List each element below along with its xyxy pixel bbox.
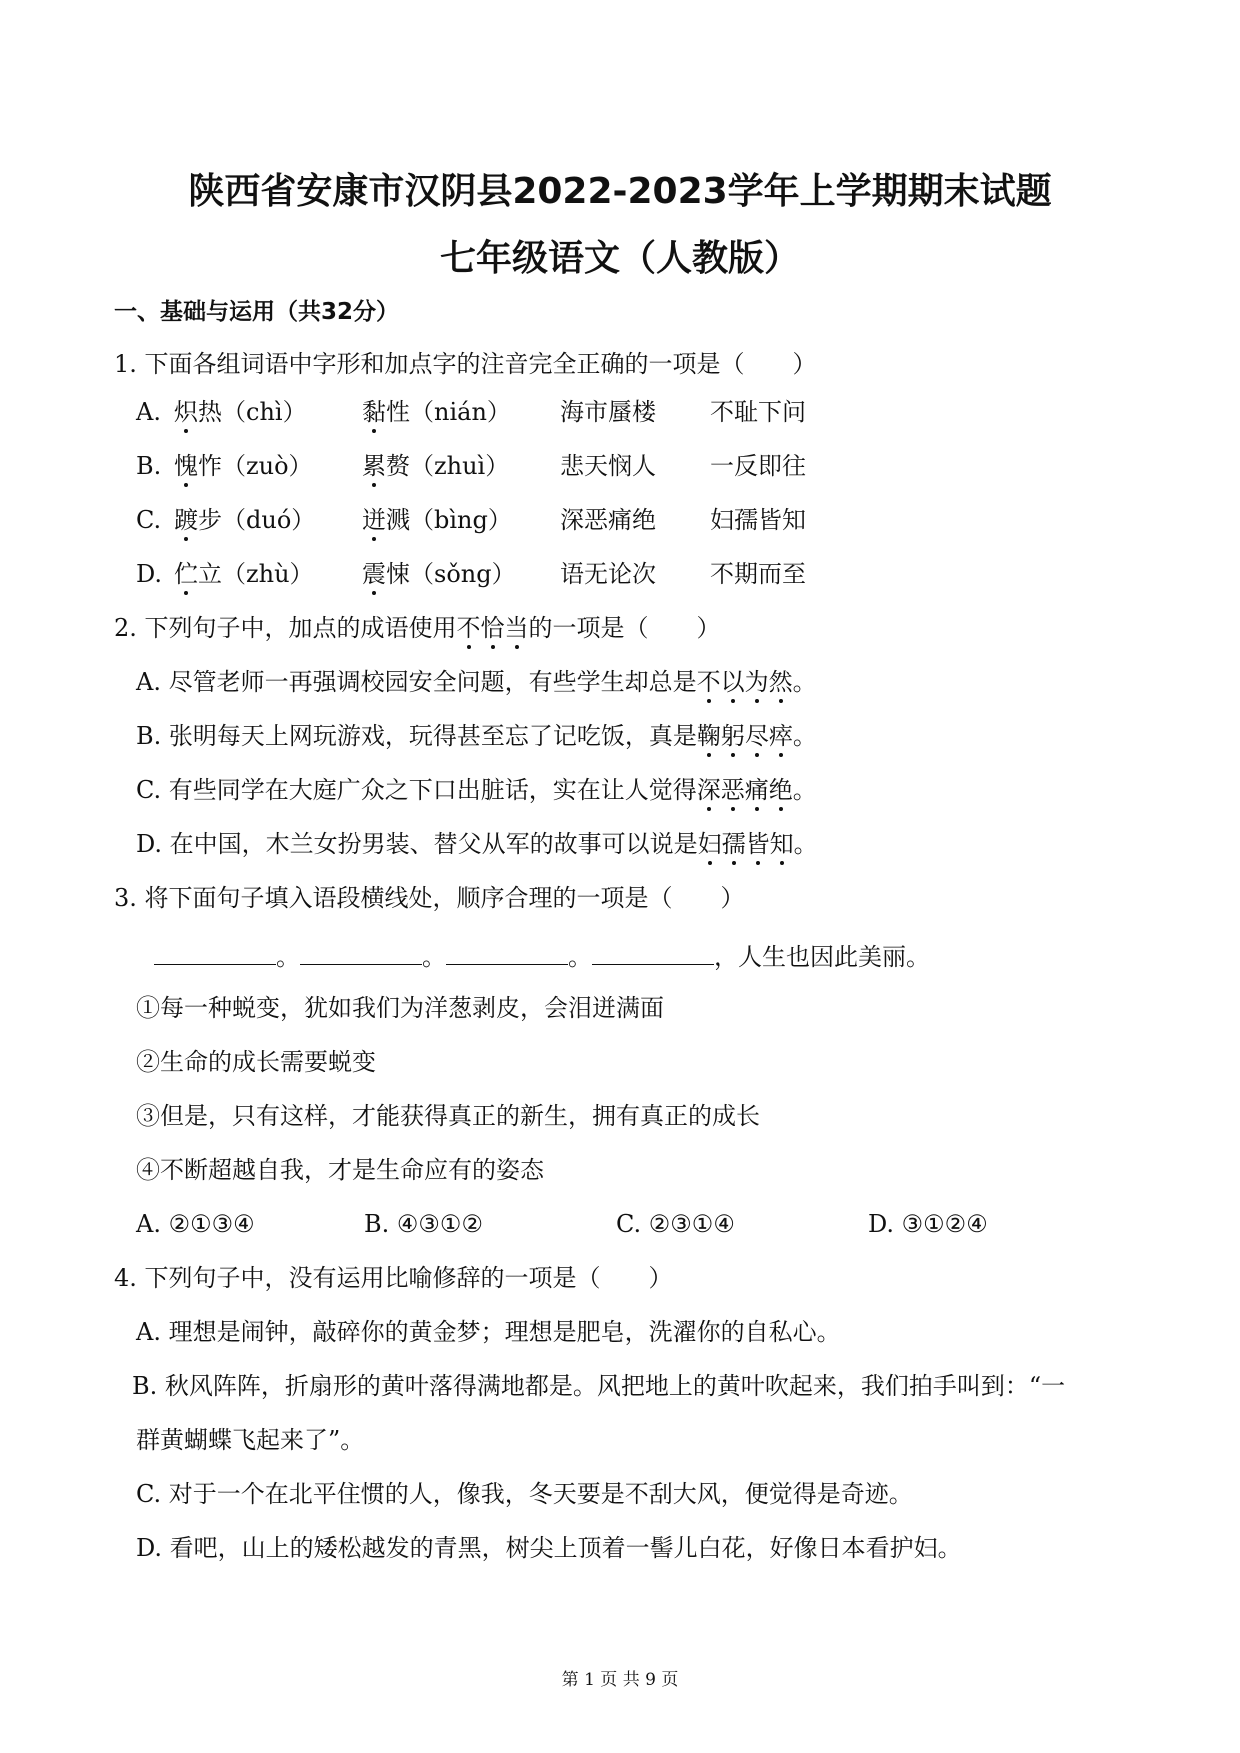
q1-word-1: 伫立（zhù） xyxy=(174,560,314,588)
q1-word-4: 不耻下问 xyxy=(710,398,806,426)
q1-word-2: 黏性（nián） xyxy=(362,398,511,426)
fill-blank xyxy=(446,940,568,965)
q4-option-d: D. 看吧，山上的矮松越发的青黑，树尖上顶着一髻儿白花，好像日本看护妇。 xyxy=(136,1534,962,1562)
exam-title: 陕西省安康市汉阴县2022-2023学年上学期期末试题 xyxy=(188,171,1052,212)
dotted-char: 鞠 xyxy=(696,722,721,750)
q1-stem: 1. 下面各组词语中字形和加点字的注音完全正确的一项是（ ） xyxy=(114,350,817,378)
q1-word-2: 累赘（zhuì） xyxy=(362,452,510,480)
q4-option-b-line2: 群黄蝴蝶飞起来了”。 xyxy=(136,1426,365,1454)
q3-sentence-3: ③但是，只有这样，才能获得真正的新生，拥有真正的成长 xyxy=(136,1102,760,1130)
dotted-char: 累 xyxy=(362,452,386,480)
dotted-char: 当 xyxy=(504,614,529,642)
dotted-char: 痛 xyxy=(744,776,769,804)
q3-option-d: D. ③①②④ xyxy=(868,1210,988,1238)
dotted-text xyxy=(697,668,793,696)
page-number: 第 1 页 共 9 页 xyxy=(561,1670,679,1690)
dotted-char: 皆 xyxy=(745,830,770,858)
dotted-char: 迸 xyxy=(362,506,386,534)
dotted-char: 孺 xyxy=(721,830,746,858)
q4-option-b-line1: B. 秋风阵阵，折扇形的黄叶落得满地都是。风把地上的黄叶吹起来，我们拍手叫到：“一 xyxy=(132,1372,1066,1400)
option-label: A. xyxy=(136,398,161,426)
q3-stem: 3. 将下面句子填入语段横线处，顺序合理的一项是（ ） xyxy=(114,884,745,912)
q2-option-a: A. 尽管老师一再强调校园安全问题，有些学生却总是不以为然。 xyxy=(136,668,817,696)
fill-blank xyxy=(300,940,422,965)
exam-subtitle: 七年级语文（人教版） xyxy=(439,238,800,279)
q2-option-c: C. 有些同学在大庭广众之下口出脏话，实在让人觉得深恶痛绝。 xyxy=(136,776,817,804)
q3-fill-line: 。 。 。 ，人生也因此美丽。 xyxy=(154,940,930,973)
q3-sentence-1: ①每一种蜕变，犹如我们为洋葱剥皮，会泪迸满面 xyxy=(136,994,664,1022)
q3-option-b: B. ④③①② xyxy=(364,1210,483,1238)
dotted-char: 躬 xyxy=(720,722,745,750)
q1-word-3: 海市蜃楼 xyxy=(560,398,656,426)
q2-option-d: D. 在中国，木兰女扮男装、替父从军的故事可以说是妇孺皆知。 xyxy=(136,830,818,858)
q1-word-2: 震悚（sǒng） xyxy=(362,560,516,588)
dotted-text xyxy=(697,722,793,750)
dotted-char: 愧 xyxy=(174,452,198,480)
dotted-text xyxy=(698,830,794,858)
dotted-char: 恰 xyxy=(480,614,505,642)
dotted-char: 黏 xyxy=(362,398,386,426)
q2-option-b: B. 张明每天上网玩游戏，玩得甚至忘了记吃饭，真是鞠躬尽瘁。 xyxy=(136,722,817,750)
q1-word-3: 语无论次 xyxy=(560,560,656,588)
q1-word-2: 迸溅（bìng） xyxy=(362,506,512,534)
q3-option-c: C. ②③①④ xyxy=(616,1210,735,1238)
option-label: B. xyxy=(136,452,162,480)
q1-word-1: 愧怍（zuò） xyxy=(174,452,313,480)
dotted-char: 不 xyxy=(456,614,481,642)
q2-stem: 2. 下列句子中，加点的成语使用不恰当的一项是（ ） xyxy=(114,614,721,642)
dotted-char: 炽 xyxy=(174,398,198,426)
dotted-char: 然 xyxy=(768,668,793,696)
dotted-text xyxy=(457,614,529,642)
dotted-char: 以 xyxy=(720,668,745,696)
dotted-char: 为 xyxy=(744,668,769,696)
dotted-char: 深 xyxy=(696,776,721,804)
q4-option-a: A. 理想是闹钟，敲碎你的黄金梦；理想是肥皂，洗濯你的自私心。 xyxy=(136,1318,841,1346)
dotted-char: 尽 xyxy=(744,722,769,750)
dotted-char: 踱 xyxy=(174,506,198,534)
option-label: D. xyxy=(136,560,163,588)
q1-word-3: 悲天悯人 xyxy=(560,452,656,480)
fill-blank xyxy=(154,940,276,965)
dotted-char: 妇 xyxy=(697,830,722,858)
dotted-char: 知 xyxy=(769,830,794,858)
q1-word-4: 不期而至 xyxy=(710,560,806,588)
dotted-char: 瘁 xyxy=(768,722,793,750)
fill-blank xyxy=(592,940,714,965)
q4-stem: 4. 下列句子中，没有运用比喻修辞的一项是（ ） xyxy=(114,1264,673,1292)
dotted-char: 恶 xyxy=(720,776,745,804)
option-label: C. xyxy=(136,506,162,534)
q1-word-4: 妇孺皆知 xyxy=(710,506,806,534)
dotted-char: 伫 xyxy=(174,560,198,588)
q1-word-1: 炽热（chì） xyxy=(174,398,307,426)
dotted-char: 震 xyxy=(362,560,386,588)
q3-option-a: A. ②①③④ xyxy=(136,1210,255,1238)
dotted-char: 不 xyxy=(696,668,721,696)
section-heading: 一、基础与运用（共32分） xyxy=(114,299,400,325)
q3-sentence-4: ④不断超越自我，才是生命应有的姿态 xyxy=(136,1156,544,1184)
q1-word-1: 踱步（duó） xyxy=(174,506,316,534)
q1-word-4: 一反即往 xyxy=(710,452,806,480)
q3-sentence-2: ②生命的成长需要蜕变 xyxy=(136,1048,376,1076)
q1-word-3: 深恶痛绝 xyxy=(560,506,656,534)
dotted-text xyxy=(697,776,793,804)
dotted-char: 绝 xyxy=(768,776,793,804)
q4-option-c: C. 对于一个在北平住惯的人，像我，冬天要是不刮大风，便觉得是奇迹。 xyxy=(136,1480,913,1508)
